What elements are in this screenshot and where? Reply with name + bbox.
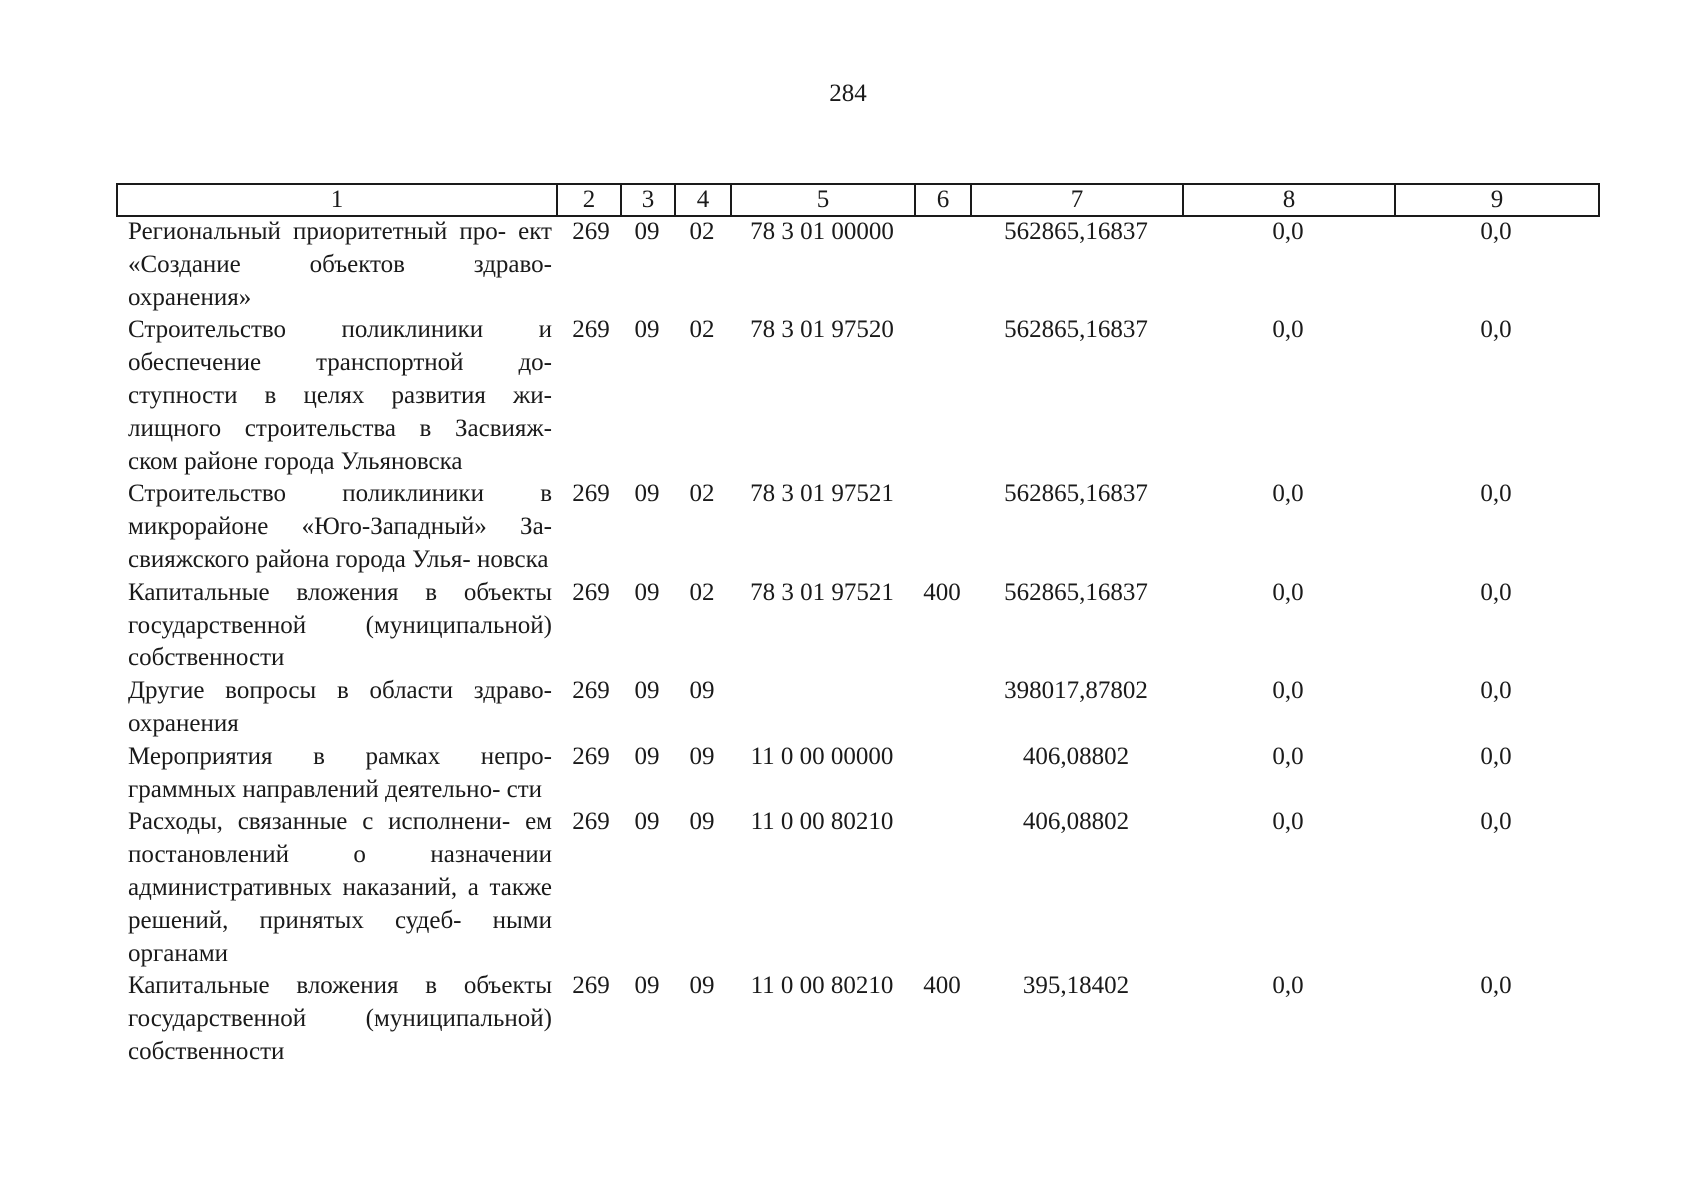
row-col-4: 02 [689,480,715,508]
row-col-6: 400 [923,972,961,1000]
row-col-2: 269 [572,218,610,245]
budget-table-body [116,216,1598,1069]
row-col-9: 0,0 [1480,480,1512,508]
header-col-5: 5 [731,184,915,216]
row-col-4: 09 [689,742,715,770]
row-col-3: 09 [634,218,660,245]
row-col-8: 0,0 [1272,677,1304,705]
row-col-8: 0,0 [1272,480,1304,508]
row-col-4: 09 [689,808,715,836]
row-col-9: 0,0 [1480,808,1512,836]
row-col-4: 02 [689,316,715,344]
row-col-9: 0,0 [1480,972,1512,1000]
row-col-5: 78 3 01 97521 [750,578,894,606]
row-name: Расходы, связанные с исполнени- ем постановлений о назначении административных наказаний, а также решений, принятых судеб- ными органами [128,808,552,967]
row-col-5: 11 0 00 00000 [750,742,894,770]
row-col-5: 78 3 01 97521 [750,480,894,508]
row-col-2: 269 [572,480,610,508]
table-row [116,577,1598,675]
row-col-8: 0,0 [1272,808,1304,836]
row-col-9: 0,0 [1480,316,1512,344]
table-row [116,970,1598,1068]
row-col-9: 0,0 [1480,218,1512,245]
row-col-4: 02 [689,218,715,245]
row-col-3: 09 [634,742,660,770]
header-col-6: 6 [915,184,971,216]
row-col-6: 400 [923,578,961,606]
row-col-2: 269 [572,972,610,1000]
row-col-9: 0,0 [1480,677,1512,705]
row-col-9: 0,0 [1480,578,1512,606]
header-col-9: 9 [1395,184,1599,216]
header-col-2: 2 [557,184,621,216]
row-col-5: 11 0 00 80210 [750,808,894,836]
header-col-7: 7 [971,184,1183,216]
row-col-8: 0,0 [1272,972,1304,1000]
row-name: Капитальные вложения в объекты государственной (муниципальной) собственности [128,972,552,1065]
row-col-3: 09 [634,808,660,836]
header-col-1: 1 [117,184,557,216]
row-col-7: 562865,16837 [1004,218,1148,245]
row-name: Капитальные вложения в объекты государственной (муниципальной) собственности [128,578,552,672]
row-name: Мероприятия в рамках непро- граммных направлений деятельно- сти [128,742,552,803]
row-name: Региональный приоритетный про- ект «Создание объектов здраво- охранения» [128,218,552,311]
row-col-7: 562865,16837 [1004,578,1148,606]
row-col-5: 78 3 01 97520 [750,316,894,344]
row-col-8: 0,0 [1272,578,1304,606]
row-col-7: 395,18402 [1022,972,1130,1000]
row-col-3: 09 [634,316,660,344]
row-col-8: 0,0 [1272,742,1304,770]
row-col-3: 09 [634,578,660,606]
row-col-4: 09 [689,972,715,1000]
row-col-4: 09 [689,677,715,705]
table-row [116,314,1598,478]
row-col-2: 269 [572,677,610,705]
header-row [117,184,1599,216]
page-number: 284 [829,80,867,107]
row-col-8: 0,0 [1272,218,1304,245]
table-row [116,806,1598,970]
row-col-2: 269 [572,808,610,836]
row-col-7: 398017,87802 [1004,677,1148,705]
header-col-8: 8 [1183,184,1395,216]
row-col-9: 0,0 [1480,742,1512,770]
row-col-8: 0,0 [1272,316,1304,344]
row-col-7: 406,08802 [1022,808,1130,836]
column-number-header [116,183,1600,217]
header-col-3: 3 [621,184,675,216]
row-col-2: 269 [572,316,610,344]
row-col-3: 09 [634,677,660,705]
header-col-4: 4 [675,184,731,216]
row-col-2: 269 [572,578,610,606]
row-col-5: 78 3 01 00000 [750,218,894,245]
row-col-7: 406,08802 [1022,742,1130,770]
table-row [116,741,1598,807]
row-col-2: 269 [572,742,610,770]
row-col-5: 11 0 00 80210 [750,972,894,1000]
row-name: Строительство поликлиники и обеспечение транспортной до- ступности в целях развития жи- лищного строительства в Засвияж- ском районе города Ульяновска [128,316,552,475]
row-name: Другие вопросы в области здраво- охранения [128,677,552,737]
row-col-3: 09 [634,480,660,508]
table-row [116,478,1598,576]
row-col-7: 562865,16837 [1004,316,1148,344]
row-col-7: 562865,16837 [1004,480,1148,508]
row-col-3: 09 [634,972,660,1000]
table-row [116,675,1598,741]
table-row [116,216,1598,314]
row-name: Строительство поликлиники в микрорайоне «Юго-Западный» За- свияжского района города Улья- новска [128,480,552,573]
row-col-4: 02 [689,578,715,606]
